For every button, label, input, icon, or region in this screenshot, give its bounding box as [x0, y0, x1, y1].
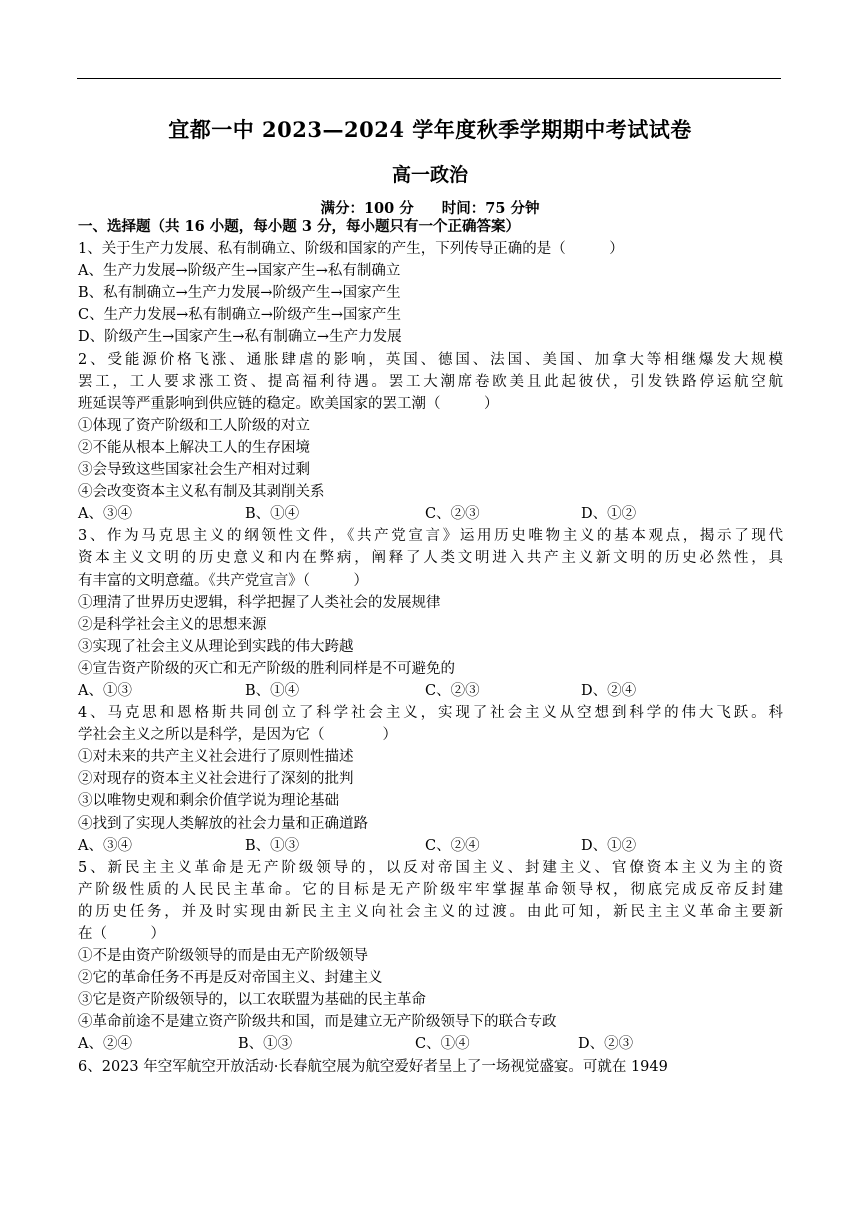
- question-stem-line: 学社会主义之所以是科学，是因为它（ ）: [78, 727, 397, 744]
- statement-item: ②对现存的资本主义社会进行了深刻的批判: [78, 771, 354, 788]
- answer-options: [78, 835, 783, 857]
- statement-item: ③以唯物史观和剩余价值学说为理论基础: [78, 793, 339, 810]
- statement-item: ④宣告资产阶级的灭亡和无产阶级的胜利同样是不可避免的: [78, 660, 455, 677]
- option-c: C、①④: [415, 1036, 470, 1053]
- question-3: [78, 525, 783, 702]
- section-heading: 一、选择题（共 16 小题，每小题 3 分，每小题只有一个正确答案）: [78, 218, 520, 235]
- statement-item: ①体现了资产阶级和工人阶级的对立: [78, 417, 310, 434]
- option-b: B、①③: [245, 837, 300, 854]
- option-b: B、①④: [245, 682, 300, 699]
- answer-choice: C、生产力发展→私有制确立→阶级产生→国家产生: [78, 307, 402, 324]
- question-4: [78, 702, 783, 857]
- answer-options: [78, 1033, 783, 1055]
- option-c: C、②③: [425, 506, 480, 523]
- option-a: A、②④: [78, 1036, 132, 1053]
- question-stem-line: 罢工，工人要求涨工资、提高福利待遇。罢工大潮席卷欧美且此起彼伏，引发铁路停运航空航: [78, 373, 783, 390]
- option-d: D、①②: [581, 837, 637, 854]
- header-rule: [77, 78, 781, 79]
- exam-time: 时间：75 分钟: [441, 200, 540, 217]
- question-stem-line: 产阶级性质的人民民主革命。它的目标是无产阶级牢牢掌握革命领导权，彻底完成反帝反封建: [78, 881, 783, 898]
- option-d: D、①②: [581, 506, 637, 523]
- answer-choice: B、私有制确立→生产力发展→阶级产生→国家产生: [78, 285, 401, 302]
- option-a: A、①③: [78, 682, 132, 699]
- statement-item: ②是科学社会主义的思想来源: [78, 616, 267, 633]
- question-2: [78, 349, 783, 526]
- question-stem-line: 2、受能源价格飞涨、通胀肆虐的影响，英国、德国、法国、美国、加拿大等相继爆发大规模: [78, 351, 783, 368]
- option-c: C、②③: [425, 682, 480, 699]
- exam-subject: 高一政治: [391, 164, 468, 186]
- option-d: D、②③: [578, 1036, 634, 1053]
- option-a: A、③④: [78, 506, 132, 523]
- statement-item: ①不是由资产阶级领导的而是由无产阶级领导: [78, 948, 368, 965]
- option-b: B、①④: [245, 506, 300, 523]
- answer-choice: D、阶级产生→国家产生→私有制确立→生产力发展: [78, 329, 402, 346]
- question-stem-line: 3、作为马克思主义的纲领性文件，《共产党宣言》运用历史唯物主义的基本观点，揭示了现代: [78, 528, 783, 545]
- question-stem-line: 资本主义文明的历史意义和内在弊病，阐释了人类文明进入共产主义新文明的历史必然性，具: [78, 550, 783, 567]
- exam-meta: [0, 197, 860, 218]
- statement-item: ③它是资产阶级领导的，以工农联盟为基础的民主革命: [78, 992, 426, 1009]
- question-stem-line: 班延误等严重影响到供应链的稳定。欧美国家的罢工潮（ ）: [78, 395, 499, 412]
- statement-item: ①理清了世界历史逻辑，科学把握了人类社会的发展规律: [78, 594, 441, 611]
- statement-item: ②不能从根本上解决工人的生存困境: [78, 439, 310, 456]
- question-stem-line: 4、马克思和恩格斯共同创立了科学社会主义，实现了社会主义从空想到科学的伟大飞跃。科: [78, 705, 783, 722]
- statement-item: ③实现了社会主义从理论到实践的伟大跨越: [78, 638, 354, 655]
- question-stem-line: 5、新民主主义革命是无产阶级领导的，以反对帝国主义、封建主义、官僚资本主义为主的资: [78, 859, 783, 876]
- question-stem-line: 6、2023 年空军航空开放活动·长春航空展为航空爱好者呈上了一场视觉盛宴。可就在 1949: [78, 1058, 668, 1075]
- option-c: C、②④: [425, 837, 480, 854]
- question-6: [78, 1056, 783, 1078]
- option-a: A、③④: [78, 837, 132, 854]
- full-score: 满分：100 分: [320, 200, 414, 217]
- statement-item: ④会改变资本主义私有制及其剥削关系: [78, 484, 325, 501]
- answer-options: [78, 503, 783, 525]
- statement-item: ④革命前途不是建立资产阶级共和国，而是建立无产阶级领导下的联合专政: [78, 1014, 557, 1031]
- statement-item: ④找到了实现人类解放的社会力量和正确道路: [78, 815, 368, 832]
- question-stem-line: 的历史任务，并及时实现由新民主主义向社会主义的过渡。由此可知，新民主主义革命主要新: [78, 903, 783, 920]
- question-1: [78, 238, 783, 348]
- question-5: [78, 857, 783, 1056]
- option-b: B、①③: [238, 1036, 293, 1053]
- exam-title: 宜都一中 2023—2024 学年度秋季学期期中考试试卷: [168, 117, 692, 142]
- question-stem-line: 在（ ）: [78, 926, 165, 942]
- statement-item: ②它的革命任务不再是反对帝国主义、封建主义: [78, 970, 383, 987]
- question-stem-line: 1、关于生产力发展、私有制确立、阶级和国家的产生，下列传导正确的是（ ）: [78, 241, 624, 258]
- option-d: D、②④: [581, 682, 637, 699]
- exam-body: [78, 216, 783, 1078]
- question-stem-line: 有丰富的文明意蕴。《共产党宣言》（ ）: [78, 572, 368, 589]
- answer-options: [78, 680, 783, 702]
- answer-choice: A、生产力发展→阶级产生→国家产生→私有制确立: [78, 263, 401, 280]
- statement-item: ③会导致这些国家社会生产相对过剩: [78, 462, 310, 479]
- statement-item: ①对未来的共产主义社会进行了原则性描述: [78, 749, 354, 766]
